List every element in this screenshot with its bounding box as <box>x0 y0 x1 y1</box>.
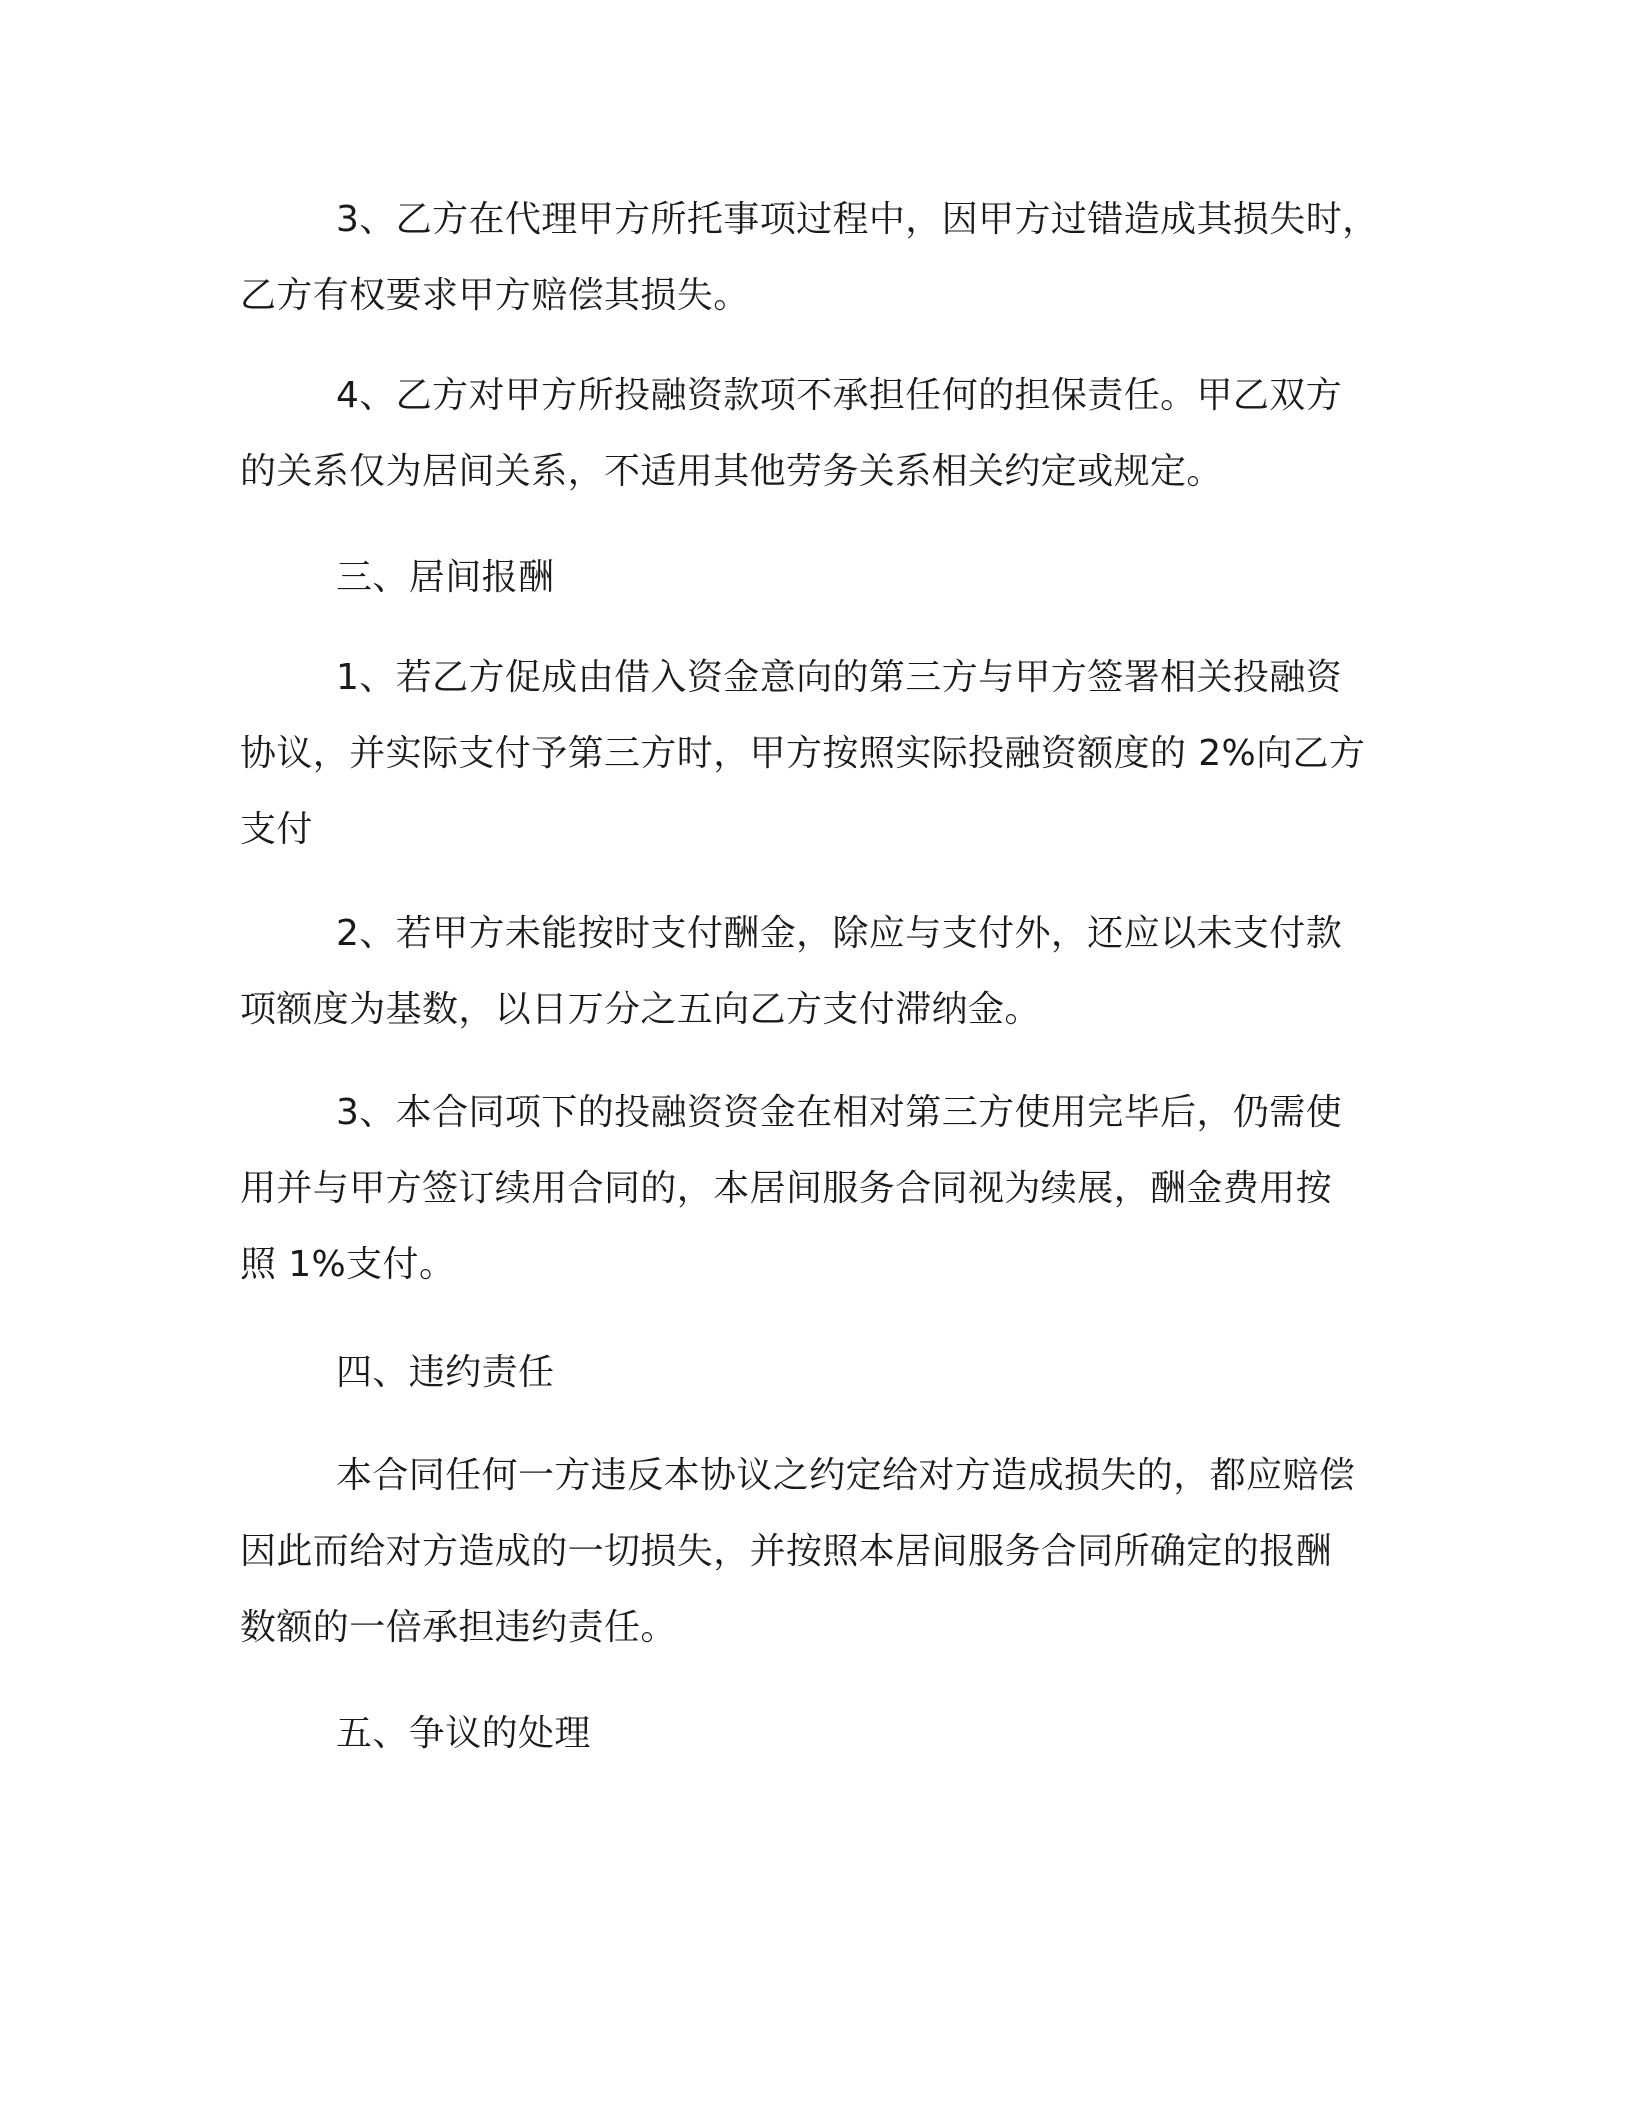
text-line: 支付 <box>240 809 313 850</box>
paragraph-clause-3-compensation <box>240 182 1390 334</box>
text-line: 的关系仅为居间关系，不适用其他劳务关系相关约定或规定。 <box>240 451 1223 492</box>
section-heading: 五、争议的处理 <box>336 1713 591 1754</box>
paragraph-fee-clause-1 <box>240 640 1390 868</box>
section-heading-dispute-resolution <box>240 1696 1390 1772</box>
section-heading-intermediary-fee <box>240 540 1390 616</box>
text-line: 用并与甲方签订续用合同的，本居间服务合同视为续展，酬金费用按 <box>240 1168 1333 1209</box>
text-line: 3、本合同项下的投融资资金在相对第三方使用完毕后，仍需使 <box>336 1092 1343 1133</box>
section-heading: 三、居间报酬 <box>336 557 555 598</box>
text-line: 协议，并实际支付予第三方时，甲方按照实际投融资额度的 2%向乙方 <box>240 733 1366 774</box>
text-line: 3、乙方在代理甲方所托事项过程中，因甲方过错造成其损失时， <box>336 199 1379 240</box>
text-line: 本合同任何一方违反本协议之约定给对方造成损失的，都应赔偿 <box>336 1455 1356 1496</box>
paragraph-fee-clause-2 <box>240 896 1390 1048</box>
text-line: 2、若甲方未能按时支付酬金，除应与支付外，还应以未支付款 <box>336 913 1343 954</box>
paragraph-clause-4-no-guarantee <box>240 358 1390 510</box>
text-line: 1、若乙方促成由借入资金意向的第三方与甲方签署相关投融资 <box>336 657 1343 698</box>
paragraph-fee-clause-3 <box>240 1075 1390 1303</box>
text-line: 因此而给对方造成的一切损失，并按照本居间服务合同所确定的报酬 <box>240 1531 1333 1572</box>
text-line: 4、乙方对甲方所投融资款项不承担任何的担保责任。甲乙双方 <box>336 375 1343 416</box>
section-heading: 四、违约责任 <box>336 1352 555 1393</box>
text-line: 数额的一倍承担违约责任。 <box>240 1607 677 1648</box>
section-heading-breach-liability <box>240 1335 1390 1411</box>
text-line: 乙方有权要求甲方赔偿其损失。 <box>240 275 750 316</box>
paragraph-breach-liability <box>240 1438 1390 1666</box>
text-line: 照 1%支付。 <box>240 1244 456 1285</box>
text-line: 项额度为基数，以日万分之五向乙方支付滞纳金。 <box>240 989 1041 1030</box>
